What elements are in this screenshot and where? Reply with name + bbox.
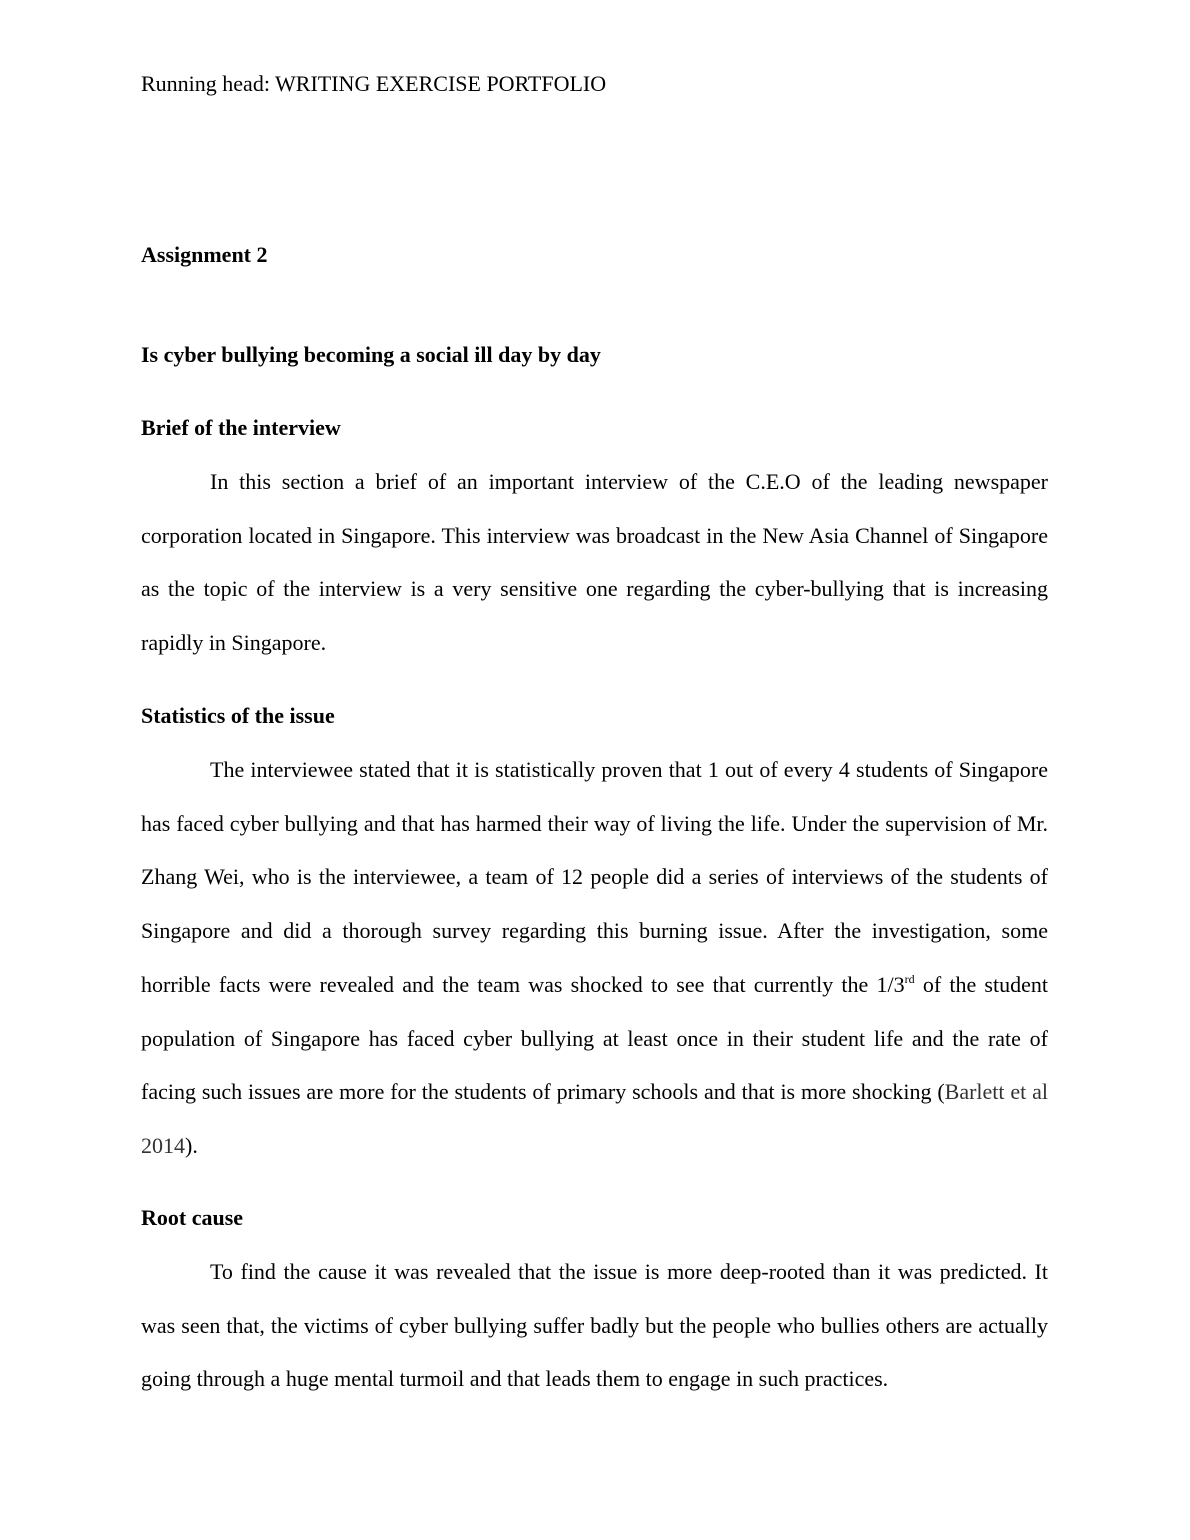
essay-title: Is cyber bullying becoming a social ill day by day xyxy=(141,342,601,367)
ordinal-superscript: rd xyxy=(904,971,915,986)
section-heading-brief: Brief of the interview xyxy=(141,415,341,440)
section-heading-root-cause: Root cause xyxy=(141,1205,244,1230)
citation: Barlett et al 2014 xyxy=(141,1079,1048,1158)
assignment-title: Assignment 2 xyxy=(141,242,268,267)
paragraph-text: ). xyxy=(185,1132,198,1158)
section-paragraph-brief: In this section a brief of an important interview of the C.E.O of the leading newspaper corporation located in Singapore. This interview was broadcast in the New Asia Channel of Singapore as the topic of the interview is a very sensitive one regarding the cyber-bullying that is increasing rapidly in Singapore. xyxy=(141,469,1048,656)
section-paragraph-statistics xyxy=(141,743,1048,1173)
paragraph-text: of the student population of Singapore has faced cyber bullying at least once in their student life and the rate of facing such issues are more for the students of primary schools and that is more shocking ( xyxy=(141,971,1048,1105)
running-head: Running head: WRITING EXERCISE PORTFOLIO xyxy=(141,71,607,96)
section-paragraph-root-cause: To find the cause it was revealed that the issue is more deep-rooted than it was predicted. It was seen that, the victims of cyber bullying suffer badly but the people who bullies others are actually going through a huge mental turmoil and that leads them to engage in such practices. xyxy=(141,1259,1048,1392)
section-heading-statistics: Statistics of the issue xyxy=(141,703,335,728)
paragraph-text: The interviewee stated that it is statistically proven that 1 out of every 4 students of Singapore has faced cyber bullying and that has harmed their way of living the life. Under the supervision of Mr. Zhang Wei, who is the interviewee, a team of 12 people did a series of interviews of the students of Singapore and did a thorough survey regarding this burning issue. After the investigation, some horrible facts were revealed and the team was shocked to see that currently the 1/3 xyxy=(141,757,1048,997)
